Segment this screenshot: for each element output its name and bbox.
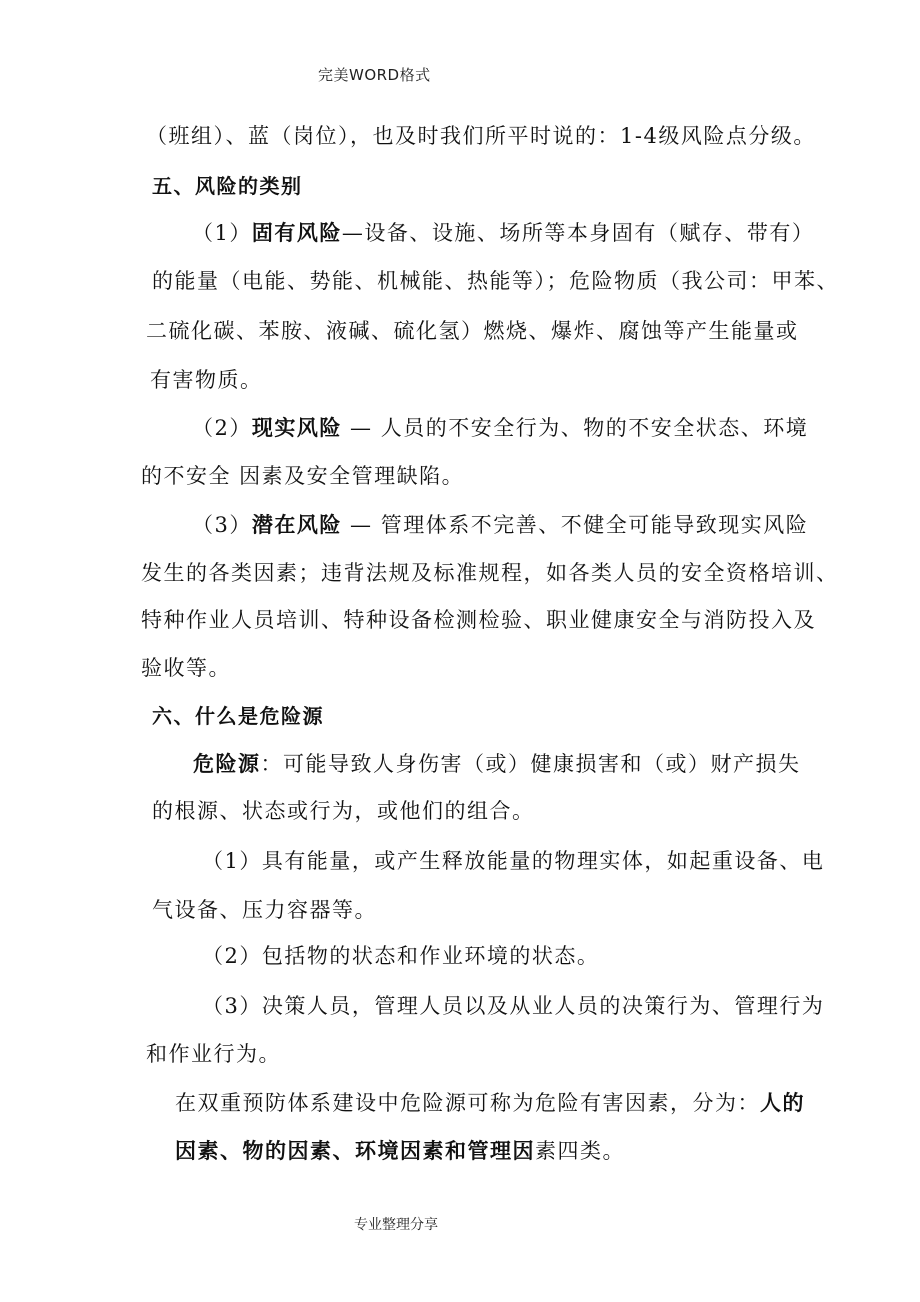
paragraph-actual-risk-line1 [192,417,808,439]
list-item-1-line2: 气设备、压力容器等。 [152,898,377,922]
body-line: 的能量（电能、势能、机械能、热能等）；危险物质（我公司：甲苯、 [152,269,839,293]
definition-text: — 人员的不安全行为、物的不安全状态、环境 [341,416,809,440]
page-footer: 专业整理分享 [354,1217,438,1233]
conclusion-line1 [175,1092,805,1114]
item-number: （3） [192,513,252,537]
item-number: （1） [192,221,252,245]
body-line: 二硫化碳、苯胺、液碱、硫化氢）燃烧、爆炸、腐蚀等产生能量或 [146,319,799,343]
paragraph-potential-risk-line1 [192,514,808,536]
conclusion-text: 在双重预防体系建设中危险源可称为危险有害因素，分为： [175,1091,760,1115]
body-line: 的不安全 因素及安全管理缺陷。 [141,464,465,488]
paragraph-inherent-risk-line1 [192,222,814,244]
conclusion-emphasis: 人的 [760,1090,805,1115]
list-item-1-line1: （1）具有能量，或产生释放能量的物理实体，如起重设备、电 [202,849,825,873]
definition-text: ：可能导致人身伤害（或）健康损害和（或）财产损失 [260,752,801,776]
term-hazard-source: 危险源 [193,751,261,776]
body-line: 特种作业人员培训、特种设备检测检验、职业健康安全与消防投入及 [141,608,816,632]
item-number: （2） [192,416,252,440]
conclusion-text: 素四类。 [535,1139,625,1163]
term-potential-risk: 潜在风险 [251,512,342,537]
body-line: 有害物质。 [150,368,263,392]
conclusion-line2 [175,1140,625,1162]
term-inherent-risk: 固有风险 [251,220,342,245]
body-line: 的根源、状态或行为，或他们的组合。 [152,799,535,823]
list-item-3-line1: （3）决策人员，管理人员以及从业人员的决策行为、管理行为 [202,994,825,1018]
body-line: （班组）、蓝（岗位），也及时我们所平时说的：1-4级风险点分级。 [146,124,816,148]
section-heading-6: 六、什么是危险源 [152,704,324,728]
body-line: 发生的各类因素；违背法规及标准规程，如各类人员的安全资格培训、 [141,561,839,585]
term-actual-risk: 现实风险 [251,415,342,440]
section-heading-5: 五、风险的类别 [152,174,303,198]
conclusion-emphasis: 因素、物的因素、环境因素和管理因 [175,1138,535,1163]
list-item-2: （2）包括物的状态和作业环境的状态。 [202,944,600,968]
body-line: 验收等。 [141,656,231,680]
definition-text: —设备、设施、场所等本身固有（赋存、带有） [341,221,815,245]
paragraph-hazard-definition-line1 [193,753,801,775]
page-header: 完美WORD格式 [318,66,431,84]
definition-text: — 管理体系不完善、不健全可能导致现实风险 [341,513,809,537]
list-item-3-line2: 和作业行为。 [146,1042,281,1066]
